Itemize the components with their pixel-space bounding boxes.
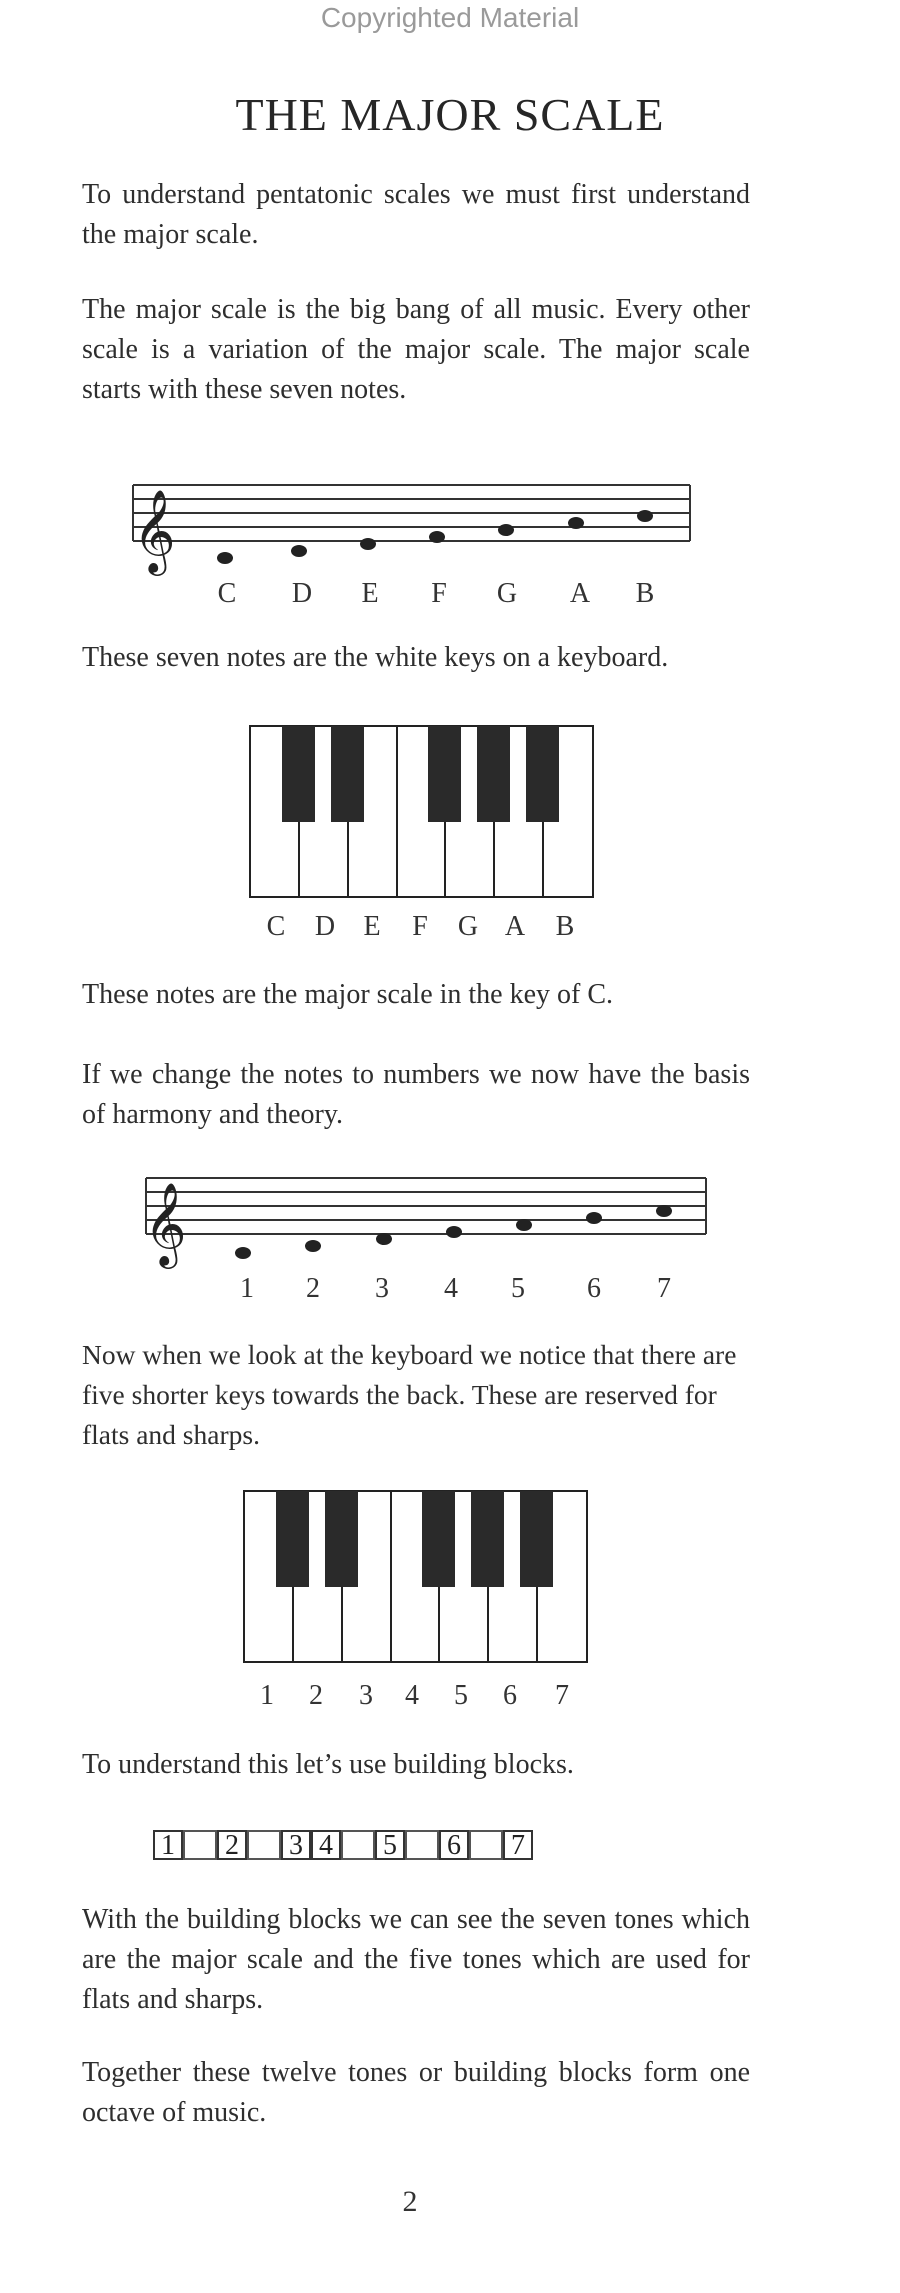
keyboard1-label: F xyxy=(412,911,428,942)
keyboard1-label: C xyxy=(266,911,286,942)
keyboard1-label: B xyxy=(555,911,575,942)
note-2 xyxy=(305,1240,321,1252)
black-key xyxy=(520,1491,553,1587)
keyboard2-label: 6 xyxy=(503,1680,517,1711)
staff1-label: B xyxy=(635,578,655,609)
keyboard-figure-letters xyxy=(249,725,594,900)
building-block: 4 xyxy=(311,1830,341,1860)
staff-notes xyxy=(217,510,653,564)
paragraph-numbers: If we change the notes to numbers we now have the basis of harmony and theory. xyxy=(82,1059,750,1130)
keyboard-figure-numbers xyxy=(243,1490,588,1665)
building-block-blank xyxy=(405,1830,439,1860)
keyboard2-label: 2 xyxy=(309,1680,323,1711)
treble-clef-icon: 𝄞 xyxy=(133,488,176,572)
note-4 xyxy=(446,1226,462,1238)
staff2-label: 7 xyxy=(657,1273,671,1304)
black-key xyxy=(331,726,364,822)
building-block: 7 xyxy=(503,1830,533,1860)
building-block-blank xyxy=(341,1830,375,1860)
building-block-blank xyxy=(247,1830,281,1860)
staff-notes xyxy=(235,1205,672,1259)
page-title: THE MAJOR SCALE xyxy=(235,89,665,140)
building-block: 6 xyxy=(439,1830,469,1860)
black-key xyxy=(526,726,559,822)
staff2-label: 1 xyxy=(240,1273,254,1304)
note-g xyxy=(498,524,514,536)
note-5 xyxy=(516,1219,532,1231)
building-block-blank xyxy=(183,1830,217,1860)
staff-numbers-figure xyxy=(138,1152,718,1312)
black-key xyxy=(325,1491,358,1587)
note-c xyxy=(217,552,233,564)
building-block: 2 xyxy=(217,1830,247,1860)
page-number: 2 xyxy=(402,2185,418,2218)
staff2-label: 2 xyxy=(306,1273,320,1304)
treble-clef-icon: 𝄞 xyxy=(144,1181,187,1265)
building-blocks-row xyxy=(153,1830,533,1860)
paragraph-big-bang: The major scale is the big bang of all music. Every other scale is a variation of the major scale. The major scale starts with these seven notes. xyxy=(82,294,750,405)
building-block: 3 xyxy=(281,1830,311,1860)
keyboard2-label: 3 xyxy=(359,1680,373,1711)
staff2-label: 3 xyxy=(375,1273,389,1304)
staff1-label: G xyxy=(496,578,518,609)
note-e xyxy=(360,538,376,550)
note-1 xyxy=(235,1247,251,1259)
paragraph-seven-tones: With the building blocks we can see the seven tones which are the major scale and the five tones which are used for flats and sharps. xyxy=(82,1904,750,2015)
building-block: 1 xyxy=(153,1830,183,1860)
copyright-notice: Copyrighted Material xyxy=(320,2,580,33)
staff2-label: 6 xyxy=(587,1273,601,1304)
paragraph-intro: To understand pentatonic scales we must first understand the major scale. xyxy=(82,179,750,250)
building-block: 5 xyxy=(375,1830,405,1860)
black-key xyxy=(477,726,510,822)
keyboard2-label: 1 xyxy=(260,1680,274,1711)
black-key xyxy=(422,1491,455,1587)
note-3 xyxy=(376,1233,392,1245)
staff-notes-figure xyxy=(125,455,705,615)
paragraph-key-of-c: These notes are the major scale in the key of C. xyxy=(82,979,614,1010)
paragraph-building-blocks-intro: To understand this let’s use building blocks. xyxy=(82,1749,574,1780)
keyboard1-label: G xyxy=(457,911,479,942)
note-f xyxy=(429,531,445,543)
note-d xyxy=(291,545,307,557)
black-key xyxy=(276,1491,309,1587)
staff1-label: F xyxy=(431,578,447,609)
building-block-blank xyxy=(469,1830,503,1860)
keyboard1-label: A xyxy=(504,911,526,942)
note-7 xyxy=(656,1205,672,1217)
staff-lines xyxy=(146,1178,706,1234)
note-a xyxy=(568,517,584,529)
note-b xyxy=(637,510,653,522)
note-6 xyxy=(586,1212,602,1224)
staff2-label: 5 xyxy=(511,1273,525,1304)
black-key xyxy=(282,726,315,822)
paragraph-twelve-tones: Together these twelve tones or building blocks form one octave of music. xyxy=(82,2057,750,2128)
keyboard1-label: D xyxy=(314,911,336,942)
staff1-label: C xyxy=(217,578,237,609)
paragraph-shorter-keys: Now when we look at the keyboard we notice that there are five shorter keys towards the back. These are reserved for flats and sharps. xyxy=(82,1339,737,1450)
staff2-label: 4 xyxy=(444,1273,458,1304)
keyboard2-label: 7 xyxy=(555,1680,569,1711)
black-key xyxy=(471,1491,504,1587)
staff1-label: D xyxy=(291,578,313,609)
staff1-label: A xyxy=(569,578,591,609)
staff1-label: E xyxy=(361,578,379,609)
keyboard2-label: 4 xyxy=(405,1680,419,1711)
black-key xyxy=(428,726,461,822)
keyboard1-label: E xyxy=(363,911,381,942)
staff-lines xyxy=(133,485,690,541)
keyboard2-label: 5 xyxy=(454,1680,468,1711)
paragraph-white-keys: These seven notes are the white keys on a keyboard. xyxy=(82,642,669,673)
